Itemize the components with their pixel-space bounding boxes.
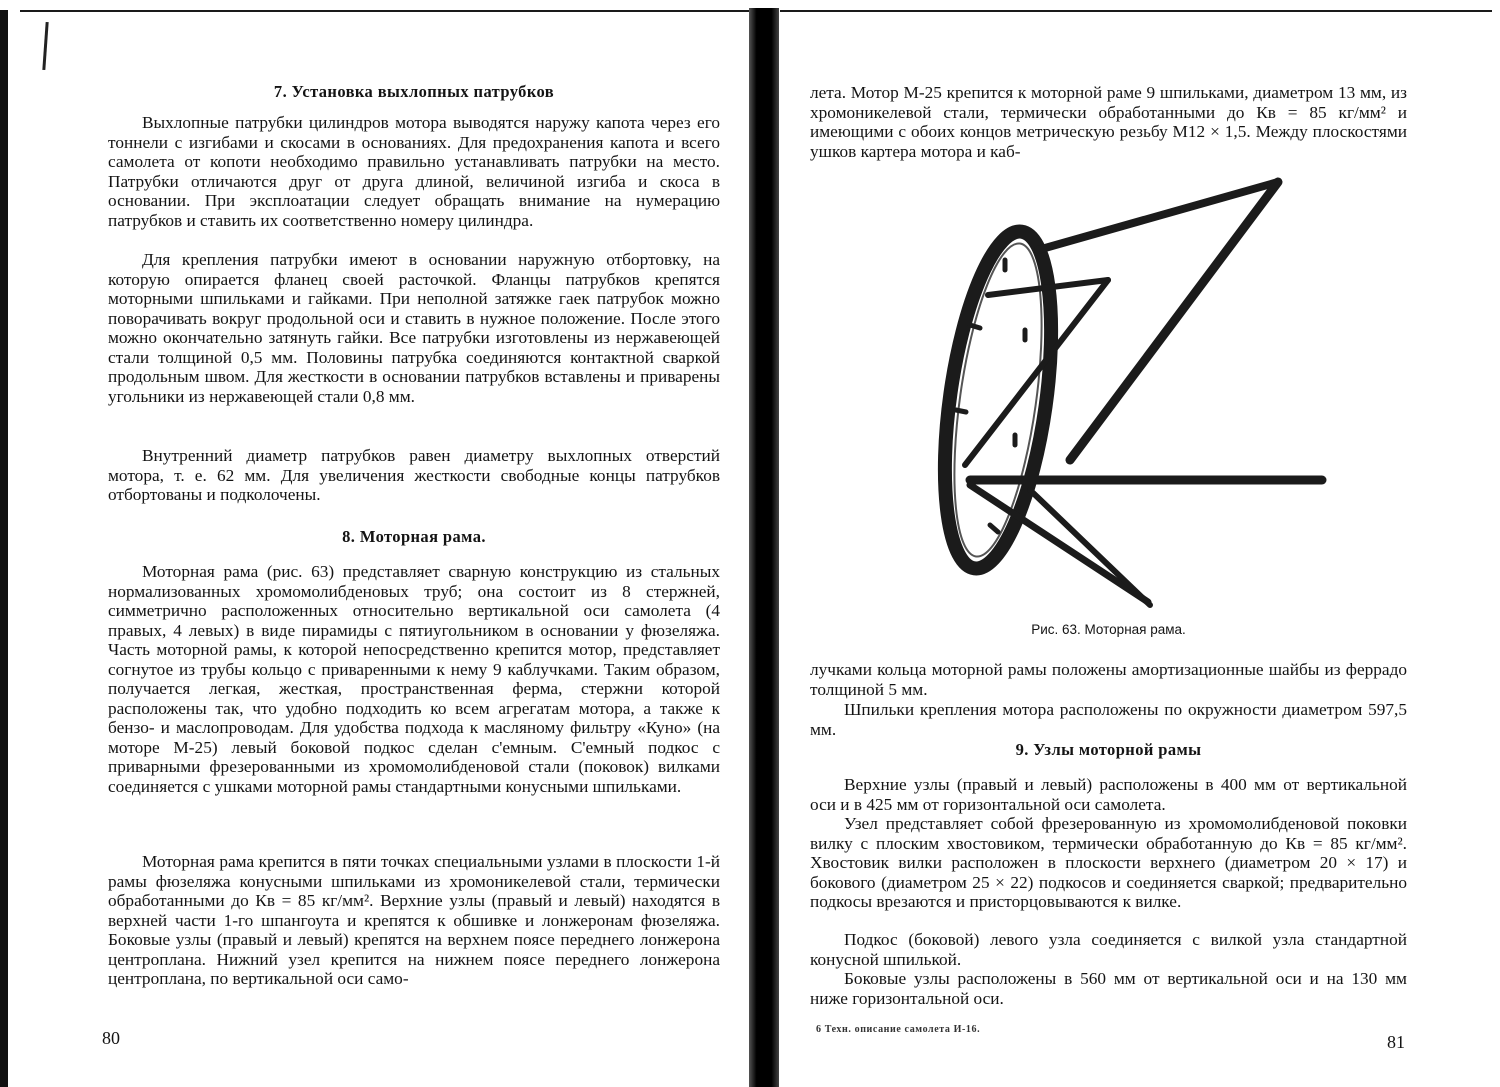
section-9-title: 9. Узлы моторной рамы (1015, 740, 1202, 759)
after-figure-paragraph-2: Шпильки крепления мотора расположены по окружности диаметром 597,5 мм. (810, 700, 1407, 739)
engine-ring (927, 225, 1069, 575)
scan-left-edge-shadow (0, 10, 8, 1087)
diagonal-strut-long (1070, 182, 1278, 460)
motor-mount-frame-illustration (927, 182, 1322, 605)
motor-mount-figure (920, 170, 1340, 620)
upper-strut (1038, 182, 1278, 250)
scan-artifact-mark (42, 22, 48, 70)
continuation-paragraph: лета. Мотор М-25 крепится к моторной раме 9 шпильками, диаметром 13 мм, из хромоникелевой стали, термически обработанными до Кв = 85 кг/мм² и имеющими с обоих концов метрическую резьбу М12 × 1,5. Между плоскостями ушков картера мотора и каб- (810, 83, 1407, 161)
section-7-paragraph-3: Внутренний диаметр патрубков равен диаметру выхлопных отверстий мотора, т. е. 62 мм. Для увеличения жесткости свободные концы патрубков отбортованы и подколочены. (108, 446, 720, 504)
book-gutter-shadow (749, 8, 779, 1087)
scan-top-rule-left (20, 10, 750, 12)
section-9-paragraph-2: Узел представляет собой фрезерованную из хромомолибденовой поковки вилку с плоским хвостовиком, термически обработанную до Кв = 85 кг/мм². Хвостовик вилки расположен в плоскости верхнего (диаметром 20 × 17) и бокового (диаметром 25 × 22) подкосов и соединяется сваркой; предварительно подкосы врезаются и присторцовываются к вилке. (810, 814, 1407, 911)
section-7-title: 7. Установка выхлопных патрубков (273, 82, 555, 101)
section-8-paragraph-1: Моторная рама (рис. 63) представляет сварную конструкцию из стальных нормализованных хромомолибденовых труб; она состоит из 8 стержней, симметрично расположенных относительно вертикальной оси самолета (4 правых, 4 левых) в виде пирамиды с пятиугольником в основании у фюзеляжа. Часть моторной рамы, к которой непосредственно крепится мотор, представляет согнутое из трубы кольцо с приваренными к нему 9 каблучками. Таким образом, получается легкая, жесткая, пространственная ферма, стержни которой расположены так, что удобно подходить ко всем агрегатам мотора, а также к бензо- и маслопроводам. Для удобства подхода к масляному фильтру «Куно» (на моторе М-25) левый боковой подкос сделан с'емным. С'емный подкос с приварными фрезерованными из хромомолибденовой стали (поковок) вилками соединяется с ушками моторной рамы стандартными конусными шпильками. (108, 562, 720, 796)
section-8-title: 8. Моторная рама. (342, 527, 486, 546)
page-number-left: 80 (102, 1028, 120, 1048)
section-7-paragraph-1: Выхлопные патрубки цилиндров мотора выводятся наружу капота через его тоннели с изгибами и скосами в основаниях. Для предохранения капота и всего самолета от копоти необходимо правильно устанавливать патрубки на место. Патрубки отличаются друг от друга длиной, величиной изгиба и скоса в основании. При эксплоатации следует обращать внимание на нумерацию патрубков и ставить их соответственно номеру цилиндра. (108, 113, 720, 230)
figure-caption: Рис. 63. Моторная рама. (1031, 622, 1186, 637)
section-9-paragraph-1: Верхние узлы (правый и левый) расположены в 400 мм от вертикальной оси и в 425 мм от горизонтальной оси самолета. (810, 775, 1407, 814)
section-8-paragraph-2: Моторная рама крепится в пяти точках специальными узлами в плоскости 1-й рамы фюзеляжа конусными шпильками из хромоникелевой стали, термически обработанными до Кв = 85 кг/мм². Верхние узлы (правый и левый) находятся в верхней части 1-го шпангоута и крепятся к обшивке и лонжеронам фюзеляжа. Боковые узлы (правый и левый) крепятся на верхнем поясе переднего лонжерона центроплана. Нижний узел крепится на нижнем поясе переднего лонжерона центроплана, по вертикальной оси само- (108, 852, 720, 988)
page-number-right: 81 (1387, 1032, 1405, 1052)
scan-top-rule-right (780, 10, 1492, 12)
lower-strut-b (1030, 490, 1150, 605)
signature-line: 6 Техн. описание самолета И-16. (816, 1024, 981, 1035)
section-7-paragraph-2: Для крепления патрубки имеют в основании наружную отбортовку, на которую опирается фланец своей расточкой. Фланцы патрубков крепятся моторными шпильками и гайками. При неполной затяжке гаек патрубок можно поворачивать вокруг продольной оси и ставить в нужное положение. После этого можно окончательно затянуть гайки. Все патрубки изготовлены из нержавеющей стали толщиной 0,5 мм. Половины патрубка соединяются контактной сваркой продольным швом. Для жесткости в основании патрубков вставлены и приварены угольники из нержавеющей стали 0,8 мм. (108, 250, 720, 406)
section-9-paragraph-3: Подкос (боковой) левого узла соединяется с вилкой узла стандартной конусной шпилькой. (810, 930, 1407, 969)
section-9-paragraph-4: Боковые узлы расположены в 560 мм от вертикальной оси и на 130 мм ниже горизонтальной оси. (810, 969, 1407, 1008)
after-figure-paragraph-1: лучками кольца моторной рамы положены амортизационные шайбы из феррадо толщиной 5 мм. (810, 660, 1407, 699)
